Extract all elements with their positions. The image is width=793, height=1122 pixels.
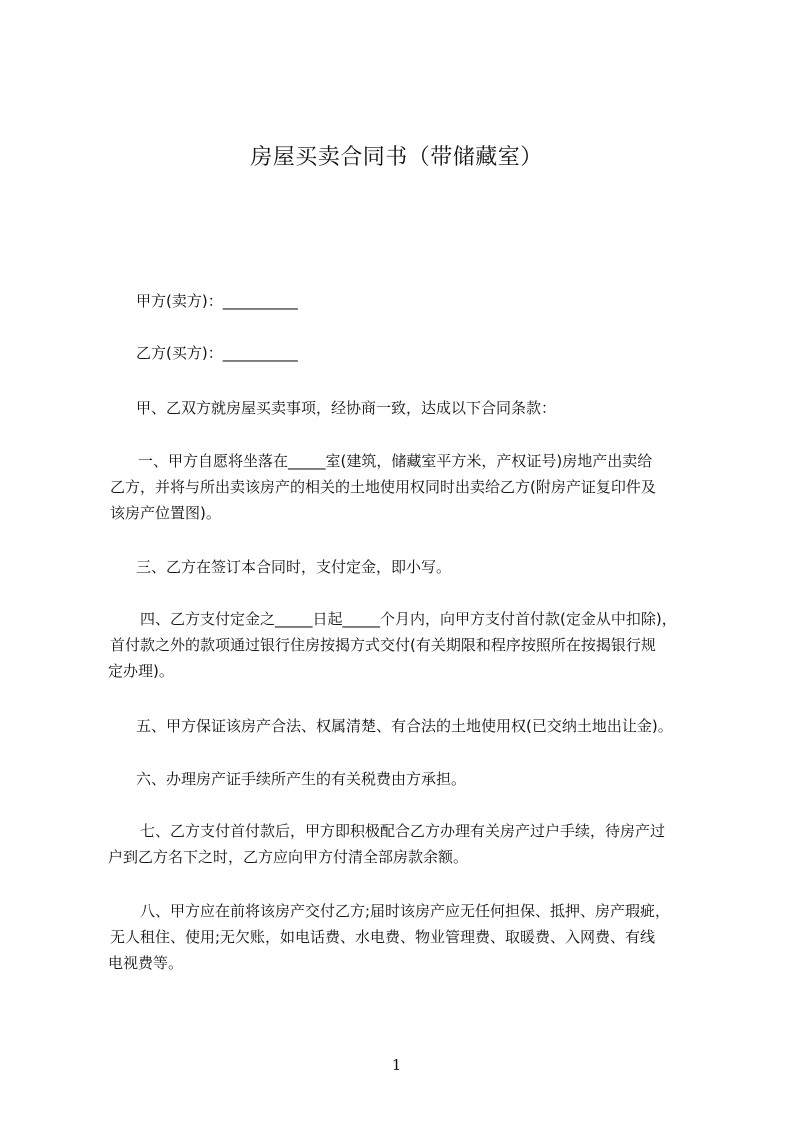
clause-line: 电视费等。 bbox=[108, 954, 184, 972]
clause-8 bbox=[108, 898, 708, 976]
clause-4 bbox=[108, 606, 708, 684]
clause-6 bbox=[108, 766, 708, 792]
clause-line: 八、甲方应在前将该房产交付乙方;届时该房产应无任何担保、抵押、房产瑕疵， bbox=[140, 902, 671, 920]
clause-line: 一、甲方自愿将坐落在_____室(建筑，储藏室平方米，产权证号)房地产出卖给 bbox=[138, 452, 653, 470]
clause-line: 三、乙方在签订本合同时，支付定金，即小写。 bbox=[136, 558, 452, 576]
clause-5 bbox=[108, 713, 708, 739]
party-b-line bbox=[108, 340, 708, 366]
clause-line: 首付款之外的款项通过银行住房按揭方式交付(有关期限和程序按照所在按揭银行规 bbox=[110, 636, 656, 654]
document-title: 房屋买卖合同书（带储藏室） bbox=[250, 145, 543, 170]
intro-paragraph bbox=[108, 395, 708, 421]
clause-line: 七、乙方支付首付款后，甲方即积极配合乙方办理有关房产过户手续，待房产过 bbox=[140, 822, 666, 840]
clause-line: 六、办理房产证手续所产生的有关税费由方承担。 bbox=[136, 770, 467, 788]
clause-line: 无人租住、使用;无欠账，如电话费、水电费、物业管理费、取暖费、入网费、有线 bbox=[110, 928, 656, 946]
clause-line: 四、乙方支付定金之_____日起_____个月内，向甲方支付首付款(定金从中扣除)， bbox=[140, 610, 677, 628]
intro-text: 甲、乙双方就房屋买卖事项，经协商一致，达成以下合同条款： bbox=[136, 399, 557, 417]
clause-line: 该房产位置图)。 bbox=[110, 504, 221, 522]
party-a-text: 甲方(卖方)：__________ bbox=[136, 292, 298, 310]
party-a-line bbox=[108, 288, 708, 314]
clause-line: 五、甲方保证该房产合法、权属清楚、有合法的土地使用权(已交纳土地出让金)。 bbox=[136, 717, 673, 735]
party-b-text: 乙方(买方)：__________ bbox=[136, 344, 298, 362]
clause-line: 定办理)。 bbox=[108, 662, 174, 680]
clause-1 bbox=[108, 448, 708, 526]
clause-line: 户到乙方名下之时，乙方应向甲方付清全部房款余额。 bbox=[108, 848, 469, 866]
clause-7 bbox=[108, 818, 708, 870]
clause-line: 乙方，并将与所出卖该房产的相关的土地使用权同时出卖给乙方(附房产证复印件及 bbox=[110, 478, 656, 496]
clause-3 bbox=[108, 554, 708, 580]
page-number: 1 bbox=[391, 1056, 402, 1074]
